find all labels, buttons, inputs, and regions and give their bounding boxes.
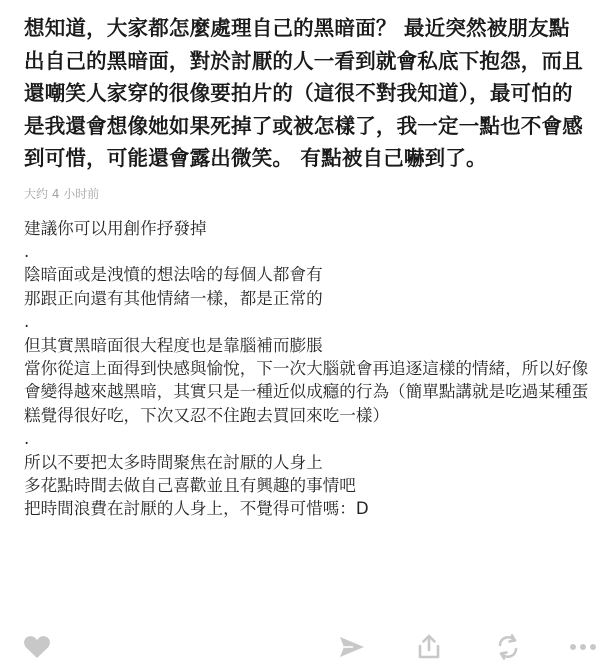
- heart-icon: [23, 635, 51, 659]
- answer-paragraph: 當你從這上面得到快感與愉悅，下一次大腦就會再追逐這樣的情緒，所以好像會變得越來越黑暗，其實只是一種近似成癮的行為（簡單點講就是吃過某種蛋糕覺得很好吃，下次又忍不住跑去買回來吃一樣）: [24, 358, 589, 425]
- repost-icon: [494, 633, 522, 661]
- answer-line: 陰暗面或是洩憤的想法啥的每個人都會有: [24, 265, 323, 285]
- more-button[interactable]: [568, 634, 598, 660]
- send-button[interactable]: [337, 634, 367, 660]
- repost-button[interactable]: [493, 634, 523, 660]
- answer-line: 所以不要把太多時間聚焦在討厭的人身上: [24, 452, 323, 472]
- share-icon: [416, 634, 442, 660]
- action-bar: [0, 628, 614, 663]
- answer-line: 但其實黑暗面很大程度也是靠腦補而膨脹: [24, 335, 323, 355]
- question-text: 想知道，大家都怎麼處理自己的黑暗面？ 最近突然被朋友點出自己的黑暗面，對於討厭的人一看到就會私底下抱怨，而且還嘲笑人家穿的很像要拍片的（這很不對我知道），最可怕的是我還會想像她如果死掉了或被怎樣了，我一定一點也不會感到可惜，可能還會露出微笑。 有點被自己嚇到了。: [24, 16, 583, 170]
- answer-line: 那跟正向還有其他情緒一樣，都是正常的: [24, 288, 323, 308]
- post: [24, 12, 590, 521]
- answer-line: .: [24, 312, 30, 332]
- answer-line: .: [24, 241, 30, 261]
- answer-line: 把時間浪費在討厭的人身上，不覺得可惜嗎：D: [24, 499, 369, 519]
- answer-line: 建議你可以用創作抒發掉: [24, 218, 207, 238]
- answer-body: [24, 217, 590, 521]
- share-button[interactable]: [414, 634, 444, 660]
- post-timestamp: 大约 4 小时前: [24, 186, 100, 201]
- more-icon: [569, 643, 597, 651]
- like-button[interactable]: [22, 634, 52, 660]
- send-icon: [338, 635, 366, 659]
- answer-line: .: [24, 429, 30, 449]
- answer-line: 多花點時間去做自己喜歡並且有興趣的事情吧: [24, 475, 356, 495]
